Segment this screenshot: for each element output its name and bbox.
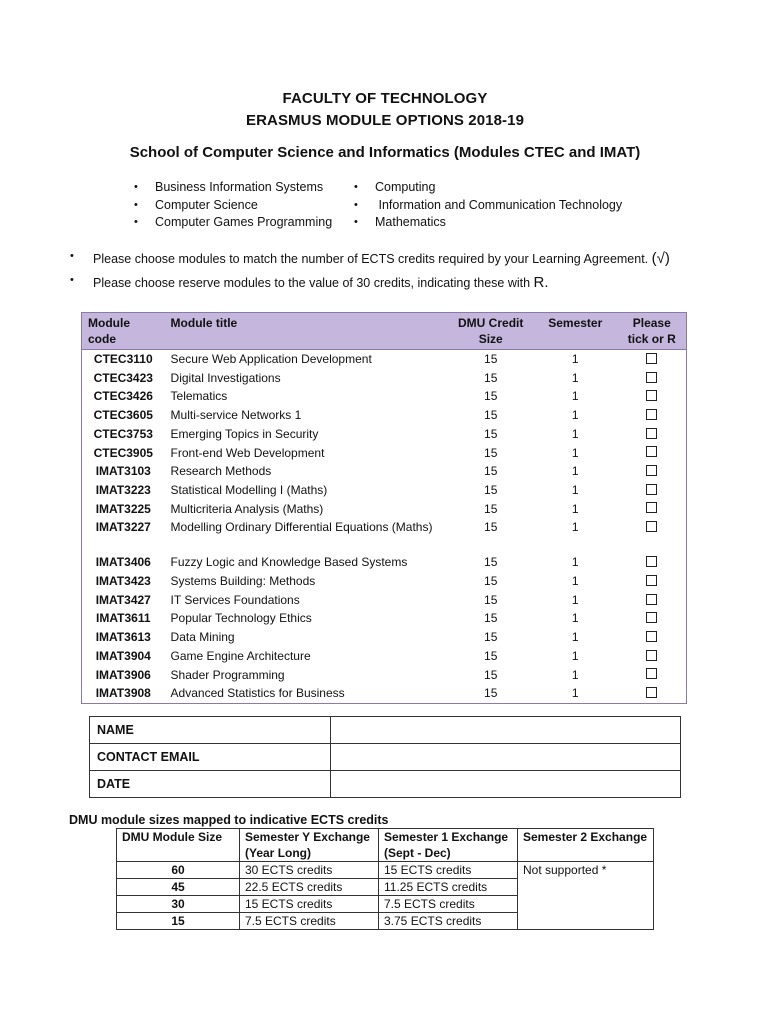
module-row (82, 666, 687, 685)
header-semester-2: Semester 2 Exchange (518, 829, 654, 862)
module-semester: 1 (571, 611, 579, 626)
checkbox-icon[interactable] (646, 650, 657, 661)
header-module-code: Module code (82, 313, 165, 350)
module-credit: 15 (484, 667, 498, 682)
bullet-icon: • (70, 250, 74, 262)
checkbox-icon[interactable] (646, 372, 657, 383)
module-code: IMAT3406 (95, 555, 151, 570)
module-row (82, 684, 687, 703)
ects-module-size: 15 (117, 913, 240, 930)
module-row (82, 369, 687, 388)
ects-year-credits: 7.5 ECTS credits (240, 913, 379, 930)
checkbox-icon[interactable] (646, 556, 657, 567)
bullet-icon: • (354, 181, 358, 193)
module-tick-cell (618, 425, 687, 444)
module-title: Statistical Modelling I (Maths) (170, 482, 328, 497)
module-title: Popular Technology Ethics (170, 611, 312, 626)
subject-item: • Business Information Systems (155, 179, 332, 197)
modules-table (81, 312, 687, 704)
module-tick-cell (618, 628, 687, 647)
module-semester: 1 (571, 520, 579, 535)
ects-year-credits: 22.5 ECTS credits (240, 879, 379, 896)
module-credit: 15 (484, 426, 498, 441)
module-credit: 15 (484, 611, 498, 626)
module-credit: 15 (484, 389, 498, 404)
checkbox-icon[interactable] (646, 484, 657, 495)
module-tick-cell (618, 462, 687, 481)
module-credit: 15 (484, 555, 498, 570)
modules-header-row (82, 313, 687, 350)
module-row (82, 406, 687, 425)
module-title: Game Engine Architecture (170, 648, 311, 663)
module-semester: 1 (571, 630, 579, 645)
faculty-title: FACULTY OF TECHNOLOGY (282, 90, 488, 107)
module-tick-cell (618, 406, 687, 425)
email-field[interactable] (331, 744, 681, 771)
subject-item: • Computing (375, 179, 622, 197)
module-title: Modelling Ordinary Differential Equations (Maths) (170, 520, 433, 535)
checkbox-icon[interactable] (646, 594, 657, 605)
module-code: CTEC3423 (93, 370, 153, 385)
ects-sem1-credits: 3.75 ECTS credits (379, 913, 518, 930)
date-label: DATE (90, 771, 331, 798)
bullet-icon: • (134, 216, 138, 228)
ects-row (117, 862, 654, 879)
module-semester: 1 (571, 370, 579, 385)
module-title: Fuzzy Logic and Knowledge Based Systems (170, 555, 408, 570)
subject-list-left (134, 179, 333, 232)
name-label: NAME (90, 717, 331, 744)
module-semester: 1 (571, 501, 579, 516)
checkbox-icon[interactable] (646, 446, 657, 457)
module-credit: 15 (484, 630, 498, 645)
module-tick-cell (618, 350, 687, 369)
header-credit-size: DMU Credit Size (448, 313, 533, 350)
module-title: Telematics (170, 389, 228, 404)
module-title: Advanced Statistics for Business (170, 686, 345, 701)
module-code: CTEC3605 (93, 408, 153, 423)
header-semester-1: Semester 1 Exchange (Sept - Dec) (379, 829, 518, 862)
ects-table-title: DMU module sizes mapped to indicative ECTS credits (69, 813, 389, 827)
module-credit: 15 (484, 501, 498, 516)
checkbox-icon[interactable] (646, 631, 657, 642)
header-semester-y: Semester Y Exchange (Year Long) (240, 829, 379, 862)
module-title: Multi-service Networks 1 (170, 408, 302, 423)
module-code: CTEC3426 (93, 389, 153, 404)
module-row (82, 647, 687, 666)
module-tick-cell (618, 444, 687, 463)
module-row (82, 481, 687, 500)
module-semester: 1 (571, 574, 579, 589)
module-row (82, 591, 687, 610)
ects-year-credits: 30 ECTS credits (240, 862, 379, 879)
email-row (90, 744, 681, 771)
module-credit: 15 (484, 408, 498, 423)
checkbox-icon[interactable] (646, 521, 657, 532)
ects-sem1-credits: 15 ECTS credits (379, 862, 518, 879)
module-tick-cell (618, 684, 687, 703)
module-semester: 1 (571, 648, 579, 663)
module-title: Systems Building: Methods (170, 574, 316, 589)
module-tick-cell (618, 609, 687, 628)
checkbox-icon[interactable] (646, 668, 657, 679)
subject-list-right (354, 179, 623, 232)
bullet-icon: • (354, 198, 358, 211)
module-credit: 15 (484, 520, 498, 535)
module-tick-cell (618, 518, 687, 553)
module-code: IMAT3223 (95, 482, 151, 497)
module-title: Shader Programming (170, 667, 285, 682)
module-title: Research Methods (170, 464, 272, 479)
checkbox-icon[interactable] (646, 612, 657, 623)
module-code: IMAT3225 (95, 501, 151, 516)
bullet-icon: • (134, 181, 138, 193)
date-field[interactable] (331, 771, 681, 798)
module-row (82, 350, 687, 369)
module-row (82, 425, 687, 444)
ects-sem1-credits: 11.25 ECTS credits (379, 879, 518, 896)
module-semester: 1 (571, 592, 579, 607)
date-row (90, 771, 681, 798)
subject-item: • Mathematics (375, 214, 622, 232)
module-semester: 1 (571, 555, 579, 570)
module-tick-cell (618, 666, 687, 685)
module-credit: 15 (484, 464, 498, 479)
module-code: IMAT3908 (95, 686, 151, 701)
module-row (82, 628, 687, 647)
module-code: CTEC3905 (93, 445, 153, 460)
module-title: IT Services Foundations (170, 592, 300, 607)
subject-item: • Computer Games Programming (155, 214, 332, 232)
module-credit: 15 (484, 686, 498, 701)
modules-body (82, 350, 687, 704)
module-credit: 15 (484, 352, 498, 366)
checkbox-icon[interactable] (646, 390, 657, 401)
module-title: Data Mining (170, 630, 235, 645)
module-credit: 15 (484, 574, 498, 589)
document-page: FACULTY OF TECHNOLOGY ERASMUS MODULE OPTIONS 2018-19 School of Computer Science and Informatics (Modules CTEC and IMAT) • Business Information Systems • Computer Science • Computer Games Programming • Computing • Information and Communication Technology • Mathematics • Please choose modules to match the number of ECTS credits required by your Learning Agreement. (√) • Please choose reserve modules to the value of 30 credits, indicating these with R. Module code Module title DMU Credit Size Semester Please tick or R CTEC3110 Secure Web Application Development 15 1 CTEC3423 Digital Investigations 15 1 CTEC3426 Telematics 15 1 CTEC3605 Multi-service Networks 1 15 1 CTEC3753 Emerging Topics in Security 15 1 CTEC3905 Front-end Web Development 15 1 IMAT3103 Research Methods 15 1 IMAT3223 Statistical Modelling I (Maths) 15 1 IMAT3225 Multicriteria Analysis (Maths) 15 1 IMAT3227 Modelling Ordinary Differential Equations (Maths) 15 1 IMAT3406 Fuzzy Logic and Knowledge Based Systems 15 1 IMAT3423 Systems Building: Methods 15 1 IMAT3427 IT Services Foundations 15 1 IMAT3611 Popular Technology Ethics 15 1 IMAT3613 Data Mining 15 1 IMAT3904 Game Engine Architecture 15 1 IMAT3906 Shader Programming 15 1 IMAT3908 Advanced Statistics for Business 15 1 NAME CONTACT EMAIL DATE DMU module sizes mapped to indicative ECTS credits DMU Module Size Semester Y Exchange (Year Long) Semester 1 Exchange (Sept - Dec) Semester 2 Exchange 60 30 ECTS credits 15 ECTS credits Not supported * 45 22.5 ECTS credits 11.25 ECTS credits 30 15 ECTS credits 7.5 ECTS credits 15 7.5 ECTS credits 3.75 ECTS credits (0, 0, 770, 1024)
ects-body (117, 862, 654, 930)
module-code: CTEC3753 (93, 426, 153, 441)
module-semester: 1 (571, 464, 579, 479)
checkbox-icon[interactable] (646, 428, 657, 439)
ects-header-row (117, 829, 654, 862)
module-semester: 1 (571, 352, 579, 366)
ects-module-size: 30 (117, 896, 240, 913)
module-semester: 1 (571, 389, 579, 404)
bullet-icon: • (354, 216, 358, 228)
erasmus-title: ERASMUS MODULE OPTIONS 2018-19 (245, 112, 525, 129)
module-row (82, 609, 687, 628)
school-heading: School of Computer Science and Informatics (Modules CTEC and IMAT) (129, 144, 641, 161)
module-tick-cell (618, 369, 687, 388)
module-title: Emerging Topics in Security (170, 426, 319, 441)
ects-sem2-note: Not supported * (518, 862, 654, 930)
email-label: CONTACT EMAIL (90, 744, 331, 771)
module-tick-cell (618, 591, 687, 610)
tick-mark: (√) (651, 250, 670, 267)
module-tick-cell (618, 500, 687, 519)
subject-item: • Computer Science (155, 197, 332, 215)
module-semester: 1 (571, 426, 579, 441)
module-credit: 15 (484, 445, 498, 460)
module-credit: 15 (484, 370, 498, 385)
ects-sem1-credits: 7.5 ECTS credits (379, 896, 518, 913)
reserve-mark: R. (533, 274, 549, 291)
module-semester: 1 (571, 686, 579, 701)
ects-module-size: 45 (117, 879, 240, 896)
module-credit: 15 (484, 592, 498, 607)
module-title: Secure Web Application Development (170, 352, 372, 366)
checkbox-icon[interactable] (646, 353, 657, 364)
module-tick-cell (618, 481, 687, 500)
module-semester: 1 (571, 445, 579, 460)
name-field[interactable] (331, 717, 681, 744)
module-tick-cell (618, 387, 687, 406)
bullet-icon: • (134, 198, 138, 211)
module-tick-cell (618, 647, 687, 666)
module-code: IMAT3613 (95, 630, 151, 645)
module-row (82, 572, 687, 591)
module-row (82, 387, 687, 406)
module-row (82, 462, 687, 481)
ects-year-credits: 15 ECTS credits (240, 896, 379, 913)
module-row (82, 553, 687, 572)
module-semester: 1 (571, 667, 579, 682)
module-code: IMAT3611 (96, 611, 151, 626)
name-row (90, 717, 681, 744)
checkbox-icon[interactable] (646, 575, 657, 586)
bullet-icon: • (70, 274, 74, 286)
module-code: IMAT3427 (95, 592, 151, 607)
header-module-title: Module title (165, 313, 449, 350)
module-tick-cell (618, 572, 687, 591)
checkbox-icon[interactable] (646, 502, 657, 513)
module-code: CTEC3110 (93, 352, 153, 366)
module-title: Front-end Web Development (170, 445, 325, 460)
module-row (82, 444, 687, 463)
module-code: IMAT3904 (95, 648, 151, 663)
module-semester: 1 (571, 482, 579, 497)
module-title: Multicriteria Analysis (Maths) (170, 501, 324, 516)
module-title: Digital Investigations (170, 370, 281, 385)
ects-module-size: 60 (117, 862, 240, 879)
checkbox-icon[interactable] (646, 465, 657, 476)
checkbox-icon[interactable] (646, 687, 657, 698)
module-credit: 15 (484, 648, 498, 663)
module-code: IMAT3103 (95, 464, 151, 479)
ects-table (116, 828, 654, 930)
checkbox-icon[interactable] (646, 409, 657, 420)
module-code: IMAT3906 (95, 667, 151, 682)
module-credit: 15 (484, 482, 498, 497)
contact-form (89, 716, 681, 798)
header-dmu-module-size: DMU Module Size (117, 829, 240, 862)
module-row (82, 518, 687, 553)
module-row (82, 500, 687, 519)
module-code: IMAT3423 (95, 574, 151, 589)
module-semester: 1 (571, 408, 579, 423)
module-tick-cell (618, 553, 687, 572)
subject-item: • Information and Communication Technology (375, 197, 622, 215)
module-code: IMAT3227 (95, 520, 151, 535)
header-tick: Please tick or R (618, 313, 687, 350)
header-semester: Semester (533, 313, 618, 350)
